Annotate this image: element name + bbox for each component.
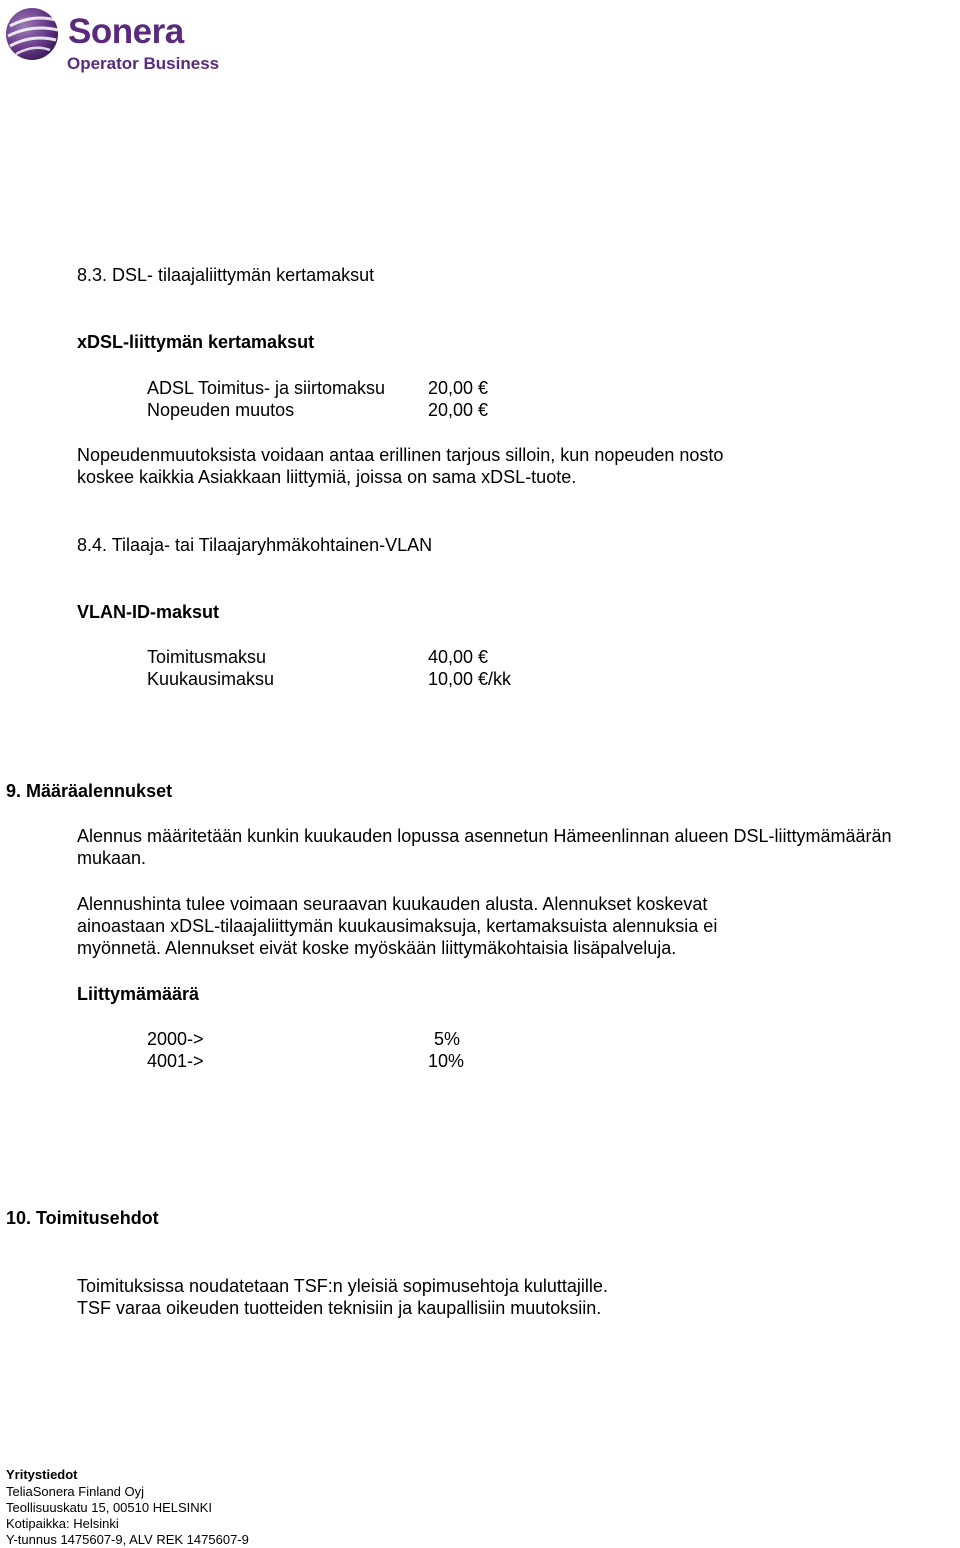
section-10-heading: 10. Toimitusehdot bbox=[6, 1208, 159, 1228]
discount-count: 4001-> bbox=[147, 1051, 204, 1071]
section-9-heading: 9. Määräalennukset bbox=[6, 781, 173, 801]
section-8-4-subheading: VLAN-ID-maksut bbox=[77, 602, 220, 622]
fee-label: Nopeuden muutos bbox=[147, 400, 295, 420]
paragraph-line: TSF varaa oikeuden tuotteiden teknisiin ja kaupallisiin muutoksiin. bbox=[77, 1298, 602, 1318]
discount-percent: 10% bbox=[428, 1051, 465, 1071]
brand-name: Sonera bbox=[68, 12, 184, 51]
fee-value: 20,00 € bbox=[428, 378, 489, 398]
discount-percent: 5% bbox=[434, 1029, 461, 1049]
sonera-logo bbox=[4, 2, 224, 74]
footer-line: Y-tunnus 1475607-9, ALV REK 1475607-9 bbox=[6, 1532, 249, 1547]
paragraph-line: myönnetä. Alennukset eivät koske myöskään liittymäkohtaisia lisäpalveluja. bbox=[77, 938, 677, 958]
paragraph-line: ainoastaan xDSL-tilaajaliittymän kuukausimaksuja, kertamaksuista alennuksia ei bbox=[77, 916, 718, 936]
paragraph-line: Alennus määritetään kunkin kuukauden lopussa asennetun Hämeenlinnan alueen DSL-liittymämäärän bbox=[77, 826, 892, 846]
paragraph-line: Toimituksissa noudatetaan TSF:n yleisiä sopimusehtoja kuluttajille. bbox=[77, 1276, 608, 1296]
footer-line: Teollisuuskatu 15, 00510 HELSINKI bbox=[6, 1500, 212, 1515]
footer-line: Kotipaikka: Helsinki bbox=[6, 1516, 119, 1531]
note-line: Nopeudenmuutoksista voidaan antaa erillinen tarjous silloin, kun nopeuden nosto bbox=[77, 445, 724, 465]
section-8-4-heading: 8.4. Tilaaja- tai Tilaajaryhmäkohtainen-VLAN bbox=[77, 535, 433, 555]
fee-value: 20,00 € bbox=[428, 400, 489, 420]
section-8-3-subheading: xDSL-liittymän kertamaksut bbox=[77, 332, 315, 352]
discount-count: 2000-> bbox=[147, 1029, 204, 1049]
paragraph-line: Alennushinta tulee voimaan seuraavan kuukauden alusta. Alennukset koskevat bbox=[77, 894, 708, 914]
fee-value: 40,00 € bbox=[428, 647, 489, 667]
paragraph-line: mukaan. bbox=[77, 848, 147, 868]
sonera-globe-icon bbox=[4, 4, 64, 64]
fee-label: ADSL Toimitus- ja siirtomaksu bbox=[147, 378, 386, 398]
section-9-subheading: Liittymämäärä bbox=[77, 984, 200, 1004]
footer-heading: Yritystiedot bbox=[6, 1467, 78, 1482]
fee-value: 10,00 €/kk bbox=[428, 669, 512, 689]
footer-line: TeliaSonera Finland Oyj bbox=[6, 1484, 145, 1499]
brand-tagline: Operator Business bbox=[67, 54, 220, 73]
note-line: koskee kaikkia Asiakkaan liittymiä, joissa on sama xDSL-tuote. bbox=[77, 467, 577, 487]
section-8-3-heading: 8.3. DSL- tilaajaliittymän kertamaksut bbox=[77, 265, 375, 285]
fee-label: Kuukausimaksu bbox=[147, 669, 275, 689]
fee-label: Toimitusmaksu bbox=[147, 647, 267, 667]
